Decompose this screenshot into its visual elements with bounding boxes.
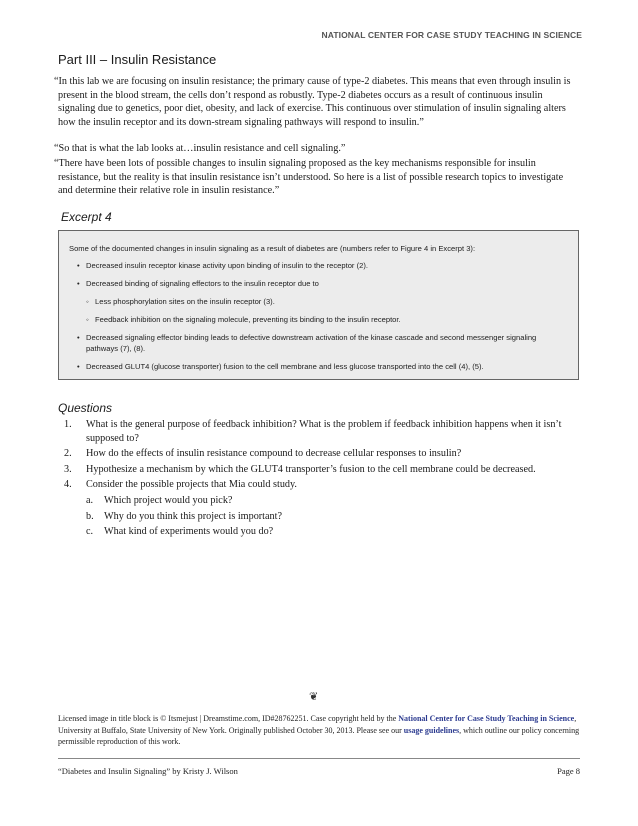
bullet-icon: • bbox=[77, 362, 80, 371]
part-title: Part III – Insulin Resistance bbox=[58, 52, 217, 67]
hollow-bullet-icon: ◦ bbox=[86, 315, 89, 324]
nccstis-link[interactable]: National Center for Case Study Teaching in Science bbox=[398, 714, 575, 723]
footer-citation: “Diabetes and Insulin Signaling” by Kristy J. Wilson bbox=[58, 766, 238, 776]
excerpt-title: Excerpt 4 bbox=[61, 210, 112, 224]
excerpt-box bbox=[58, 230, 579, 380]
excerpt-item-text: Decreased insulin receptor kinase activity upon binding of insulin to the receptor (2). bbox=[86, 261, 368, 270]
usage-guidelines-link[interactable]: usage guidelines bbox=[403, 725, 460, 735]
question-subitem bbox=[64, 510, 576, 524]
question-subitem-text: Why do you think this project is important? bbox=[104, 510, 282, 522]
footer-divider bbox=[58, 758, 580, 759]
bullet-icon: • bbox=[77, 333, 80, 342]
question-letter: a. bbox=[86, 494, 94, 506]
quote-paragraph-2: “So that is what the lab looks at…insulin resistance and cell signaling.” bbox=[54, 143, 346, 154]
license-text: , University at Buffalo, State University of New York. Originally published October 30, 2013. Please see our bbox=[58, 714, 577, 735]
question-subitem bbox=[64, 494, 576, 508]
question-item bbox=[64, 463, 576, 477]
question-number: 2. bbox=[64, 448, 72, 460]
header-org-name: NATIONAL CENTER FOR CASE STUDY TEACHING IN SCIENCE bbox=[321, 30, 582, 40]
license-text: , which outline our policy concerning permissible reproduction of this work. bbox=[58, 725, 580, 747]
quote-paragraph-3: “There have been lots of possible changes to insulin signaling proposed as the key mechanisms responsible for insulin resistance, but the reality is that insulin resistance isn’t understood. So here is a list of possible research topics to investigate and determine their relative role in insulin resistance.” bbox=[54, 158, 564, 197]
question-item bbox=[64, 418, 576, 445]
excerpt-item bbox=[77, 332, 568, 354]
license-note bbox=[58, 713, 586, 748]
excerpt-subitem-text: Less phosphorylation sites on the insulin receptor (3). bbox=[95, 297, 275, 306]
page-number: Page 8 bbox=[557, 766, 580, 776]
questions-title: Questions bbox=[58, 401, 113, 415]
question-number: 3. bbox=[64, 463, 72, 475]
questions-list bbox=[64, 418, 576, 541]
question-subitem-text: What kind of experiments would you do? bbox=[104, 526, 274, 538]
question-item bbox=[64, 478, 576, 492]
excerpt-item-text: Decreased binding of signaling effectors to the insulin receptor due to bbox=[86, 279, 319, 288]
question-text: How do the effects of insulin resistance compound to decrease cellular responses to insulin? bbox=[86, 448, 462, 460]
quote-paragraph-1: “In this lab we are focusing on insulin resistance; the primary cause of type-2 diabetes. This means that even through insulin is present in the blood stream, the cells don’t respond as robustly. Type-2 diabetes occurs as a result of continuous insulin signaling due to genetics, poor diet, obesity, and lack of exercise. This continuous over stimulation of insulin signaling alters how the insulin receptor and its down-stream signaling pathways will respond to insulin.” bbox=[54, 76, 571, 128]
question-number: 4. bbox=[64, 479, 72, 491]
question-subitem bbox=[64, 525, 576, 539]
question-number: 1. bbox=[64, 419, 72, 430]
bullet-icon: • bbox=[77, 261, 80, 270]
question-subitem-text: Which project would you pick? bbox=[104, 494, 233, 506]
excerpt-subitem-text: Feedback inhibition on the signaling molecule, preventing its binding to the insulin receptor. bbox=[95, 315, 401, 324]
question-letter: b. bbox=[86, 510, 94, 522]
excerpt-subitem bbox=[86, 296, 568, 307]
question-text: Hypothesize a mechanism by which the GLUT4 transporter’s fusion to the cell membrane could be decreased. bbox=[86, 463, 536, 475]
excerpt-item bbox=[77, 361, 568, 372]
question-item bbox=[64, 447, 576, 461]
excerpt-item-text: Decreased GLUT4 (glucose transporter) fusion to the cell membrane and less glucose transported into the cell (4), (5). bbox=[86, 362, 484, 371]
excerpt-item-text: Decreased signaling effector binding leads to defective downstream activation of the kinase cascade and second messenger signaling pathways (7), (8). bbox=[86, 333, 537, 353]
bullet-icon: • bbox=[77, 279, 80, 288]
excerpt-intro: Some of the documented changes in insulin signaling as a result of diabetes are (numbers refer to Figure 4 in Excerpt 3): bbox=[69, 244, 476, 253]
license-text: Licensed image in title block is © Itsmejust | Dreamstime.com, ID#28762251. Case copyright held by the bbox=[58, 714, 399, 723]
excerpt-item bbox=[77, 260, 568, 271]
hollow-bullet-icon: ◦ bbox=[86, 297, 89, 306]
question-text: Consider the possible projects that Mia could study. bbox=[86, 479, 297, 491]
question-letter: c. bbox=[86, 526, 94, 538]
excerpt-item bbox=[77, 278, 568, 289]
excerpt-subitem bbox=[86, 314, 568, 325]
section-ornament-icon: ❦ bbox=[309, 691, 319, 703]
question-text: What is the general purpose of feedback inhibition? What is the problem if feedback inhibition happens when it isn’t supposed to? bbox=[86, 419, 562, 444]
